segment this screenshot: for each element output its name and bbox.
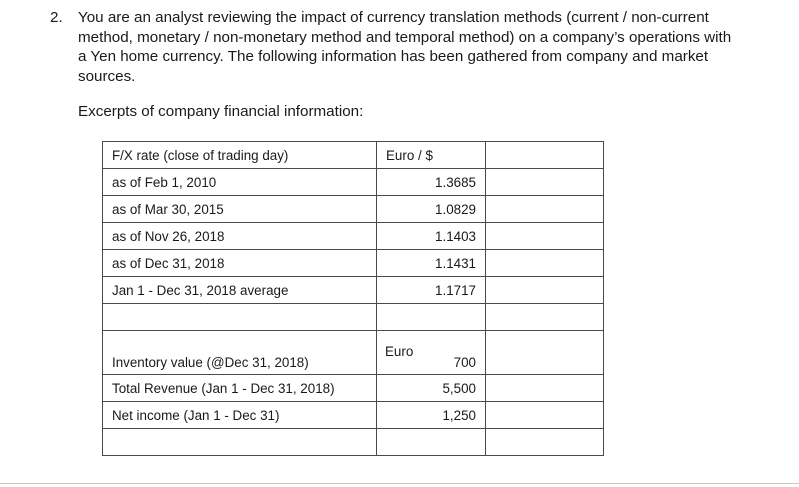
- table-row: [103, 223, 604, 250]
- question-number: 2.: [50, 9, 63, 26]
- table-row: [103, 169, 604, 196]
- fx-row-label: as of Nov 26, 2018: [103, 223, 377, 250]
- fin-row-label: Total Revenue (Jan 1 - Dec 31, 2018): [103, 375, 377, 402]
- fin-row-label: Net income (Jan 1 - Dec 31): [103, 402, 377, 429]
- fin-row-value: 1,250: [377, 402, 486, 429]
- question-text: You are an analyst reviewing the impact of currency translation methods (current / non-current method, monetary / non-monetary method and temporal method) on a company’s operations with a Yen home currency. The following information has been gathered from company and market sources.: [78, 9, 732, 85]
- table-row: [103, 277, 604, 304]
- fx-row-label: as of Mar 30, 2015: [103, 196, 377, 223]
- empty-cell: [486, 169, 604, 196]
- empty-cell: [103, 304, 377, 331]
- empty-cell: [486, 375, 604, 402]
- fx-row-label: Jan 1 - Dec 31, 2018 average: [103, 277, 377, 304]
- section-heading: Excerpts of company financial information:: [78, 103, 364, 120]
- page-divider: [0, 483, 799, 484]
- empty-cell: [486, 250, 604, 277]
- table-spacer-row: [103, 304, 604, 331]
- fx-row-value: 1.3685: [377, 169, 486, 196]
- table-row: [103, 250, 604, 277]
- empty-cell: [377, 304, 486, 331]
- fx-header-label: F/X rate (close of trading day): [103, 142, 377, 169]
- empty-cell: [486, 277, 604, 304]
- fx-header-unit: Euro / $: [377, 142, 486, 169]
- table-row: [103, 402, 604, 429]
- financial-info-table: [102, 141, 604, 456]
- empty-cell: [486, 429, 604, 456]
- empty-cell: [486, 402, 604, 429]
- fx-row-label: as of Feb 1, 2010: [103, 169, 377, 196]
- empty-cell: [486, 304, 604, 331]
- fx-row-value: 1.1403: [377, 223, 486, 250]
- empty-cell: [486, 142, 604, 169]
- table-row: [103, 375, 604, 402]
- fin-row-value: 700: [377, 331, 486, 375]
- fin-header-row: [103, 331, 604, 375]
- fx-row-value: 1.1717: [377, 277, 486, 304]
- fin-unit-label: Euro: [385, 344, 414, 359]
- table-spacer-row: [103, 429, 604, 456]
- empty-cell: [486, 223, 604, 250]
- fin-row-label: Inventory value (@Dec 31, 2018): [103, 331, 377, 375]
- empty-cell: [486, 331, 604, 375]
- empty-cell: [377, 429, 486, 456]
- empty-cell: [486, 196, 604, 223]
- empty-cell: [103, 429, 377, 456]
- fx-row-value: 1.0829: [377, 196, 486, 223]
- fx-row-value: 1.1431: [377, 250, 486, 277]
- table-header-row: [103, 142, 604, 169]
- table-row: [103, 196, 604, 223]
- fin-row-value: 5,500: [377, 375, 486, 402]
- fx-row-label: as of Dec 31, 2018: [103, 250, 377, 277]
